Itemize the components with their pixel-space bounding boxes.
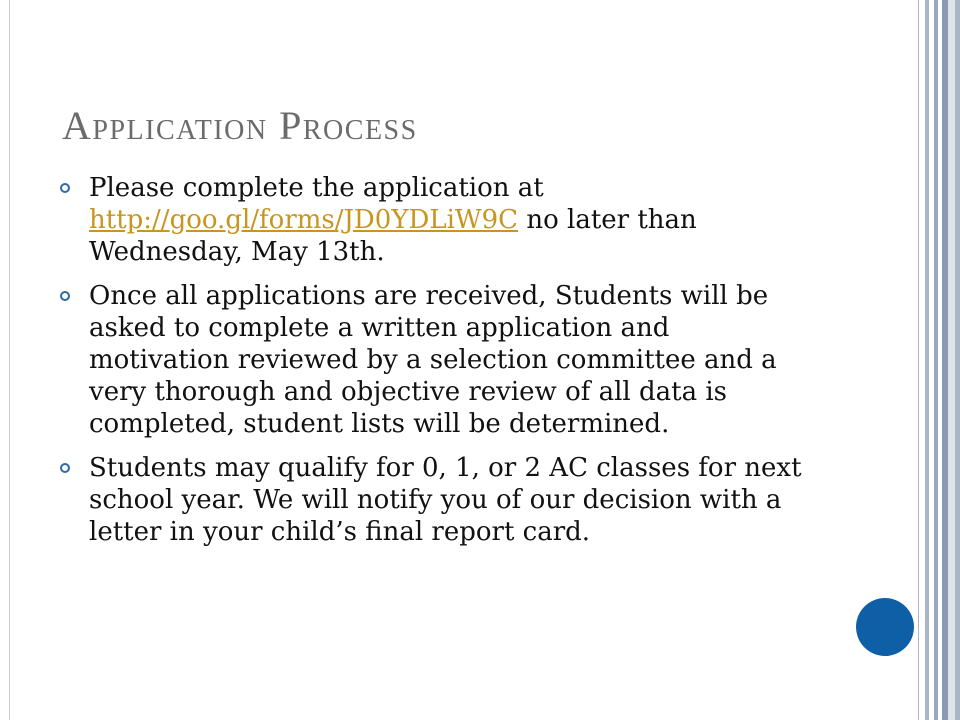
right-decorative-stripes	[918, 0, 960, 720]
decorative-blue-circle	[856, 598, 914, 656]
bullet-text: Students may qualify for 0, 1, or 2 AC classes for next school year. We will notify you of our decision with a letter in your child’s final report card.	[89, 453, 802, 547]
hollow-circle-bullet-icon	[60, 463, 70, 473]
stripe	[955, 0, 960, 720]
hollow-circle-bullet-icon	[60, 183, 70, 193]
application-form-link[interactable]: http://goo.gl/forms/JD0YDLiW9C	[89, 205, 519, 235]
bullet-item-qualification	[56, 452, 814, 548]
hollow-circle-bullet-icon	[60, 291, 70, 301]
bullet-text: Once all applications are received, Students will be asked to complete a written application and motivation reviewed by a selection committee and a very thorough and objective review of all data is completed, student lists will be determined.	[89, 281, 777, 439]
stripe	[948, 0, 955, 720]
slide-title: Application Process	[62, 103, 418, 148]
left-edge-border	[0, 0, 10, 720]
bullet-text: no later than Wednesday, May 13th.	[89, 205, 697, 267]
stripe	[918, 0, 925, 720]
bullet-list	[56, 172, 814, 560]
bullet-item-review-process	[56, 280, 814, 440]
bullet-text: Please complete the application at	[89, 173, 544, 203]
bullet-item-application-link	[56, 172, 814, 268]
